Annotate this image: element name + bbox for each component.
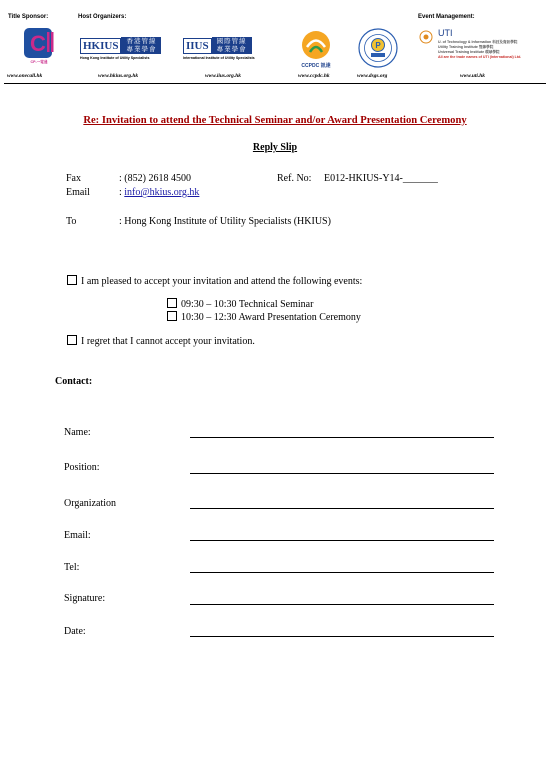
iius-chinese-name: 國際管線專業學會 [212, 37, 252, 54]
name-label: Name: [64, 427, 91, 438]
event-1-checkbox[interactable] [167, 298, 177, 308]
to-label: To [66, 216, 77, 227]
regret-checkbox[interactable] [67, 335, 77, 345]
event-1-option [167, 298, 313, 310]
accept-option [67, 275, 362, 287]
ref-value: E012-HKIUS-Y14-_______ [324, 173, 438, 184]
regret-text: I regret that I cannot accept your invitation. [81, 336, 255, 347]
tel-label: Tel: [64, 562, 80, 573]
reply-slip-heading: Reply Slip [252, 142, 298, 153]
organization-label: Organization [64, 498, 117, 509]
iius-caption: International Institute of Utility Specialists [183, 56, 255, 60]
name-field[interactable] [190, 437, 494, 438]
contact-heading: Contact: [55, 376, 93, 387]
accept-checkbox[interactable] [67, 275, 77, 285]
date-field[interactable] [190, 636, 494, 637]
regret-option [67, 335, 255, 347]
uti-line-4: All are the trade names of UTI (International) Ltd. [438, 55, 522, 59]
event-1-text: 09:30 – 10:30 Technical Seminar [181, 299, 314, 310]
url-iius[interactable]: www.iius.org.hk [205, 73, 241, 79]
iius-abbrev: IIUS [183, 38, 212, 54]
svg-text:P: P [375, 41, 381, 50]
uti-abbrev: UTI [438, 28, 453, 38]
tel-field[interactable] [190, 572, 494, 573]
url-onecall[interactable]: www.onecall.hk [7, 73, 43, 79]
ccpdc-caption: CCPDC 訊達 [301, 63, 331, 69]
uti-line-3: Universal Training Institute 環球學院 [438, 50, 500, 54]
onecall-caption: CP-一電通 [30, 60, 48, 64]
position-field[interactable] [190, 473, 494, 474]
event-management-label: Event Management: [418, 14, 475, 20]
uti-line-2: Utility Training Institute 管線學院 [438, 45, 494, 49]
position-label: Position: [64, 462, 100, 473]
accept-text: I am pleased to accept your invitation and attend the following events: [81, 276, 363, 287]
ccpdc-logo [296, 30, 336, 70]
header-divider [4, 83, 546, 84]
event-2-checkbox[interactable] [167, 311, 177, 321]
onecall-logo [16, 26, 62, 68]
email-line [119, 187, 199, 198]
to-value: : Hong Kong Institute of Utility Specialists (HKIUS) [119, 216, 331, 227]
svg-text:C: C [30, 31, 46, 56]
hkius-chinese-name: 香港管線專業學會 [121, 37, 161, 54]
hkius-logo [80, 37, 161, 60]
email-link[interactable]: info@hkius.org.hk [124, 187, 200, 198]
email-colon: : [119, 187, 125, 198]
url-hkius[interactable]: www.hkius.org.hk [98, 73, 139, 79]
email-field[interactable] [190, 540, 494, 541]
host-organizers-label: Host Organizers: [78, 14, 127, 20]
email-label: Email [66, 187, 90, 198]
signature-field[interactable] [190, 604, 494, 605]
ref-label: Ref. No: [277, 173, 312, 184]
url-uti[interactable]: www.uti.hk [460, 73, 485, 79]
title-sponsor-label: Title Sponsor: [8, 14, 49, 20]
url-dsgs[interactable]: www.dsgs.org [357, 73, 388, 79]
event-2-option [167, 311, 361, 323]
fax-value: : (852) 2618 4500 [119, 173, 191, 184]
hkius-caption: Hong Kong Institute of Utility Specialists [80, 56, 150, 60]
email-field-label: Email: [64, 530, 91, 541]
event-2-text: 10:30 – 12:30 Award Presentation Ceremony [181, 312, 361, 323]
url-ccpdc[interactable]: www.ccpdc.hk [298, 73, 330, 79]
hkius-abbrev: HKIUS [80, 38, 121, 54]
date-label: Date: [64, 626, 86, 637]
dsgs-seal-logo [357, 27, 399, 74]
iius-logo [183, 37, 255, 60]
organization-field[interactable] [190, 508, 494, 509]
uti-line-1: U. of Technology & Information 科技及資訊學院 [438, 40, 518, 44]
signature-label: Signature: [64, 593, 106, 604]
document-title: Re: Invitation to attend the Technical Seminar and/or Award Presentation Ceremony [83, 115, 467, 126]
fax-label: Fax [66, 173, 81, 184]
